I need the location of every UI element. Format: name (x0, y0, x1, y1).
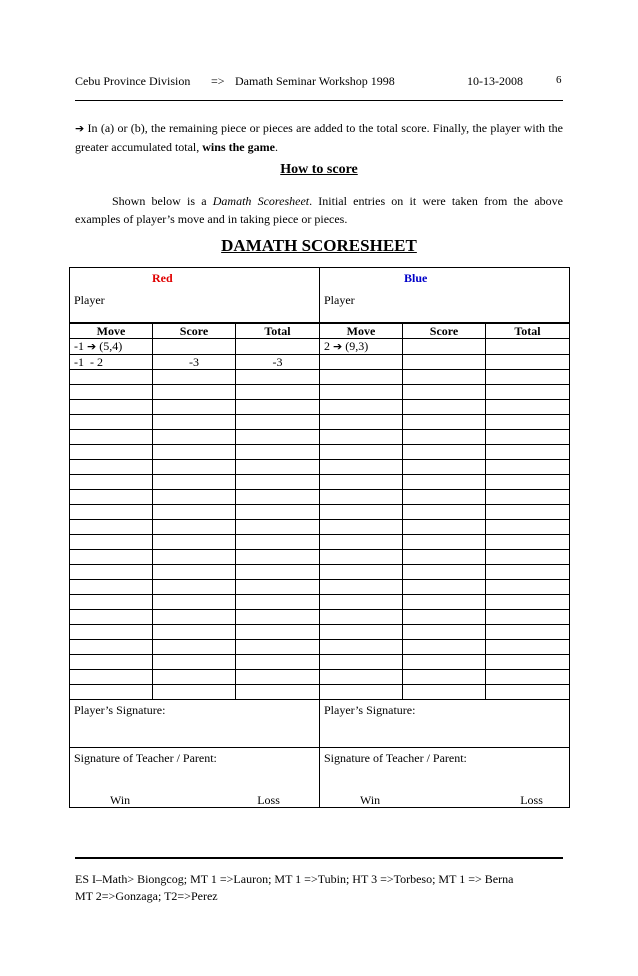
empty-cell[interactable] (320, 685, 403, 700)
empty-cell[interactable] (486, 415, 570, 430)
empty-cell[interactable] (70, 475, 153, 490)
right-arrow-icon: ➔ (87, 340, 97, 353)
blue-score-cell[interactable] (403, 339, 486, 355)
table-row (70, 445, 570, 460)
empty-cell[interactable] (153, 520, 236, 535)
blue-score-cell[interactable] (403, 355, 486, 370)
empty-cell[interactable] (403, 385, 486, 400)
empty-cell[interactable] (486, 565, 570, 580)
empty-cell[interactable] (403, 550, 486, 565)
empty-cell[interactable] (153, 625, 236, 640)
empty-cell[interactable] (236, 550, 320, 565)
table-row (70, 415, 570, 430)
table-row (70, 505, 570, 520)
empty-cell[interactable] (486, 670, 570, 685)
red-player-cell[interactable] (70, 288, 320, 312)
red-teacher-label: Signature of Teacher / Parent: (74, 751, 217, 765)
blue-teacher-label: Signature of Teacher / Parent: (324, 751, 467, 765)
table-row (70, 565, 570, 580)
right-arrow-icon: ➔ (333, 340, 343, 353)
footer-line-1: ES I–Math> Biongcog; MT 1 =>Lauron; MT 1 =>Tubin; HT 3 =>Torbeso; MT 1 => Berna (75, 872, 514, 886)
empty-cell[interactable] (70, 430, 153, 445)
empty-cell[interactable] (403, 610, 486, 625)
blue-move-cell[interactable] (320, 355, 403, 370)
section-title: How to score (280, 162, 358, 177)
empty-cell[interactable] (70, 400, 153, 415)
empty-cell[interactable] (320, 370, 403, 385)
empty-cell[interactable] (236, 400, 320, 415)
table-row (70, 595, 570, 610)
empty-cell[interactable] (236, 625, 320, 640)
column-header-row (70, 323, 570, 339)
red-signature-cell[interactable] (70, 700, 320, 748)
red-total-cell[interactable] (236, 339, 320, 355)
empty-cell[interactable] (70, 610, 153, 625)
empty-cell[interactable] (403, 445, 486, 460)
table-row (70, 475, 570, 490)
blue-player-label: Player (324, 293, 355, 307)
col-red-move: Move (70, 323, 153, 339)
empty-cell[interactable] (320, 670, 403, 685)
empty-cell[interactable] (153, 670, 236, 685)
empty-cell[interactable] (403, 655, 486, 670)
empty-cell[interactable] (153, 505, 236, 520)
col-blue-score: Score (403, 323, 486, 339)
empty-cell[interactable] (236, 535, 320, 550)
empty-cell[interactable] (153, 475, 236, 490)
empty-cell[interactable] (236, 670, 320, 685)
table-row (70, 670, 570, 685)
col-red-score: Score (153, 323, 236, 339)
empty-cell[interactable] (403, 535, 486, 550)
empty-cell[interactable] (153, 535, 236, 550)
empty-cell[interactable] (486, 640, 570, 655)
empty-cell[interactable] (70, 595, 153, 610)
blue-label-cell (320, 268, 570, 289)
empty-cell[interactable] (70, 385, 153, 400)
empty-cell[interactable] (153, 370, 236, 385)
empty-cell[interactable] (320, 505, 403, 520)
empty-cell[interactable] (403, 460, 486, 475)
empty-cell[interactable] (486, 445, 570, 460)
empty-cell[interactable] (320, 490, 403, 505)
blue-player-cell[interactable] (320, 288, 570, 312)
red-total-cell[interactable]: -3 (236, 355, 320, 370)
empty-cell[interactable] (320, 520, 403, 535)
empty-cell[interactable] (486, 595, 570, 610)
header-date: 10-13-2008 (467, 74, 523, 88)
empty-cell[interactable] (236, 565, 320, 580)
table-row (70, 580, 570, 595)
empty-cell[interactable] (486, 610, 570, 625)
empty-cell[interactable] (403, 595, 486, 610)
empty-cell[interactable] (153, 610, 236, 625)
body-paragraph: Shown below is a Damath Scoresheet. Initial entries on it were taken from the above examples of player’s move and in taking piece or pieces. (75, 194, 564, 226)
table-row (70, 685, 570, 700)
empty-cell[interactable] (320, 415, 403, 430)
table-row (70, 355, 570, 370)
empty-cell[interactable] (403, 400, 486, 415)
empty-cell[interactable] (403, 430, 486, 445)
scoresheet-title: DAMATH SCORESHEET (221, 236, 417, 255)
blue-spacer (320, 312, 570, 323)
red-move-cell[interactable]: -1 - 2 (70, 355, 153, 370)
table-row (70, 535, 570, 550)
red-win-loss-cell (70, 793, 320, 808)
table-row (70, 430, 570, 445)
page-number: 6 (556, 74, 562, 86)
red-signature-label: Player’s Signature: (74, 703, 166, 717)
table-row (70, 370, 570, 385)
blue-signature-cell[interactable] (320, 700, 570, 748)
header-division: Cebu Province Division (75, 74, 191, 88)
empty-cell[interactable] (403, 685, 486, 700)
blue-total-cell[interactable] (486, 339, 570, 355)
empty-cell[interactable] (236, 415, 320, 430)
empty-cell[interactable] (70, 565, 153, 580)
blue-move-cell[interactable]: 2 ➔ (9,3) (320, 339, 403, 355)
empty-cell[interactable] (403, 370, 486, 385)
blue-win-loss-cell (320, 793, 570, 808)
empty-cell[interactable] (70, 655, 153, 670)
empty-cell[interactable] (70, 415, 153, 430)
intro-paragraph: ➔ In (a) or (b), the remaining piece or pieces are added to the total score. Finally, the player with the greater accumulated total, wins the game. (75, 121, 563, 154)
empty-cell[interactable] (486, 400, 570, 415)
right-arrow-icon: ➔ (75, 122, 85, 135)
empty-cell[interactable] (403, 640, 486, 655)
empty-cell[interactable] (320, 580, 403, 595)
empty-cell[interactable] (70, 625, 153, 640)
empty-cell[interactable] (70, 505, 153, 520)
empty-cell[interactable] (236, 370, 320, 385)
empty-cell[interactable] (236, 430, 320, 445)
red-spacer (70, 312, 320, 323)
col-blue-total: Total (486, 323, 570, 339)
table-row (70, 550, 570, 565)
empty-cell[interactable] (236, 505, 320, 520)
empty-cell[interactable] (486, 385, 570, 400)
header-rule (75, 100, 563, 101)
empty-cell[interactable] (320, 610, 403, 625)
footer-line-2: MT 2=>Gonzaga; T2=>Perez (75, 889, 218, 903)
col-red-total: Total (236, 323, 320, 339)
empty-cell[interactable] (153, 655, 236, 670)
red-score-cell[interactable]: -3 (153, 355, 236, 370)
empty-cell[interactable] (153, 415, 236, 430)
empty-cell[interactable] (70, 370, 153, 385)
footer-rule (75, 857, 563, 859)
table-row (70, 520, 570, 535)
empty-cell[interactable] (153, 430, 236, 445)
empty-cell[interactable] (486, 625, 570, 640)
empty-cell[interactable] (320, 565, 403, 580)
table-row (70, 385, 570, 400)
empty-cell[interactable] (486, 475, 570, 490)
empty-cell[interactable] (70, 445, 153, 460)
empty-cell[interactable] (403, 565, 486, 580)
empty-cell[interactable] (153, 595, 236, 610)
empty-cell[interactable] (486, 685, 570, 700)
empty-cell[interactable] (320, 595, 403, 610)
empty-cell[interactable] (403, 580, 486, 595)
empty-cell[interactable] (236, 490, 320, 505)
empty-cell[interactable] (236, 445, 320, 460)
empty-cell[interactable] (320, 655, 403, 670)
empty-rows (70, 370, 570, 700)
blue-teacher-signature-cell[interactable] (320, 748, 570, 794)
blue-signature-label: Player’s Signature: (324, 703, 416, 717)
empty-cell[interactable] (153, 580, 236, 595)
empty-cell[interactable] (486, 550, 570, 565)
scoresheet-table (69, 267, 570, 808)
empty-cell[interactable] (236, 610, 320, 625)
empty-cell[interactable] (486, 505, 570, 520)
red-win-label[interactable]: Win (110, 793, 131, 807)
empty-cell[interactable] (486, 460, 570, 475)
empty-cell[interactable] (70, 580, 153, 595)
table-row (70, 655, 570, 670)
empty-cell[interactable] (486, 655, 570, 670)
empty-cell[interactable] (486, 535, 570, 550)
red-teacher-signature-cell[interactable] (70, 748, 320, 794)
empty-cell[interactable] (153, 565, 236, 580)
table-row (70, 625, 570, 640)
empty-cell[interactable] (486, 430, 570, 445)
empty-cell[interactable] (236, 475, 320, 490)
empty-cell[interactable] (403, 670, 486, 685)
empty-cell[interactable] (403, 475, 486, 490)
red-label: Red (152, 271, 173, 285)
empty-cell[interactable] (320, 535, 403, 550)
empty-cell[interactable] (320, 385, 403, 400)
empty-cell[interactable] (403, 415, 486, 430)
empty-cell[interactable] (236, 460, 320, 475)
empty-cell[interactable] (320, 625, 403, 640)
header-seminar: Damath Seminar Workshop 1998 (235, 74, 395, 88)
blue-label: Blue (404, 271, 428, 285)
red-score-cell[interactable] (153, 339, 236, 355)
empty-cell[interactable] (153, 445, 236, 460)
col-blue-move: Move (320, 323, 403, 339)
blue-win-label[interactable]: Win (360, 793, 381, 807)
blue-total-cell[interactable] (486, 355, 570, 370)
empty-cell[interactable] (70, 685, 153, 700)
empty-cell[interactable] (486, 370, 570, 385)
header-arrow: => (211, 74, 225, 88)
empty-cell[interactable] (153, 400, 236, 415)
empty-cell[interactable] (153, 460, 236, 475)
empty-cell[interactable] (70, 640, 153, 655)
empty-cell[interactable] (236, 655, 320, 670)
table-row (70, 610, 570, 625)
empty-cell[interactable] (236, 385, 320, 400)
empty-cell[interactable] (70, 460, 153, 475)
empty-cell[interactable] (320, 445, 403, 460)
empty-cell[interactable] (236, 685, 320, 700)
empty-cell[interactable] (70, 550, 153, 565)
empty-cell[interactable] (486, 490, 570, 505)
empty-cell[interactable] (236, 640, 320, 655)
empty-cell[interactable] (153, 490, 236, 505)
empty-cell[interactable] (403, 625, 486, 640)
wins-the-game: wins the game (202, 140, 275, 154)
table-row (70, 640, 570, 655)
empty-cell[interactable] (403, 505, 486, 520)
empty-cell[interactable] (236, 595, 320, 610)
red-player-label: Player (74, 293, 105, 307)
empty-cell[interactable] (70, 490, 153, 505)
empty-cell[interactable] (153, 550, 236, 565)
empty-cell[interactable] (320, 400, 403, 415)
empty-cell[interactable] (320, 640, 403, 655)
empty-cell[interactable] (153, 385, 236, 400)
empty-cell[interactable] (403, 490, 486, 505)
empty-cell[interactable] (153, 685, 236, 700)
blue-loss-label[interactable]: Loss (520, 793, 543, 807)
empty-cell[interactable] (403, 520, 486, 535)
empty-cell[interactable] (236, 520, 320, 535)
table-row (70, 400, 570, 415)
footer-text (75, 871, 563, 905)
empty-cell[interactable] (70, 520, 153, 535)
table-row (70, 339, 570, 355)
empty-cell[interactable] (486, 520, 570, 535)
red-move-cell[interactable]: -1 ➔ (5,4) (70, 339, 153, 355)
empty-cell[interactable] (320, 430, 403, 445)
empty-cell[interactable] (236, 580, 320, 595)
red-label-cell (70, 268, 320, 289)
table-row (70, 490, 570, 505)
empty-cell[interactable] (320, 550, 403, 565)
empty-cell[interactable] (486, 580, 570, 595)
empty-cell[interactable] (320, 475, 403, 490)
empty-cell[interactable] (153, 640, 236, 655)
empty-cell[interactable] (70, 535, 153, 550)
red-loss-label[interactable]: Loss (257, 793, 280, 807)
table-row (70, 460, 570, 475)
empty-cell[interactable] (70, 670, 153, 685)
empty-cell[interactable] (320, 460, 403, 475)
